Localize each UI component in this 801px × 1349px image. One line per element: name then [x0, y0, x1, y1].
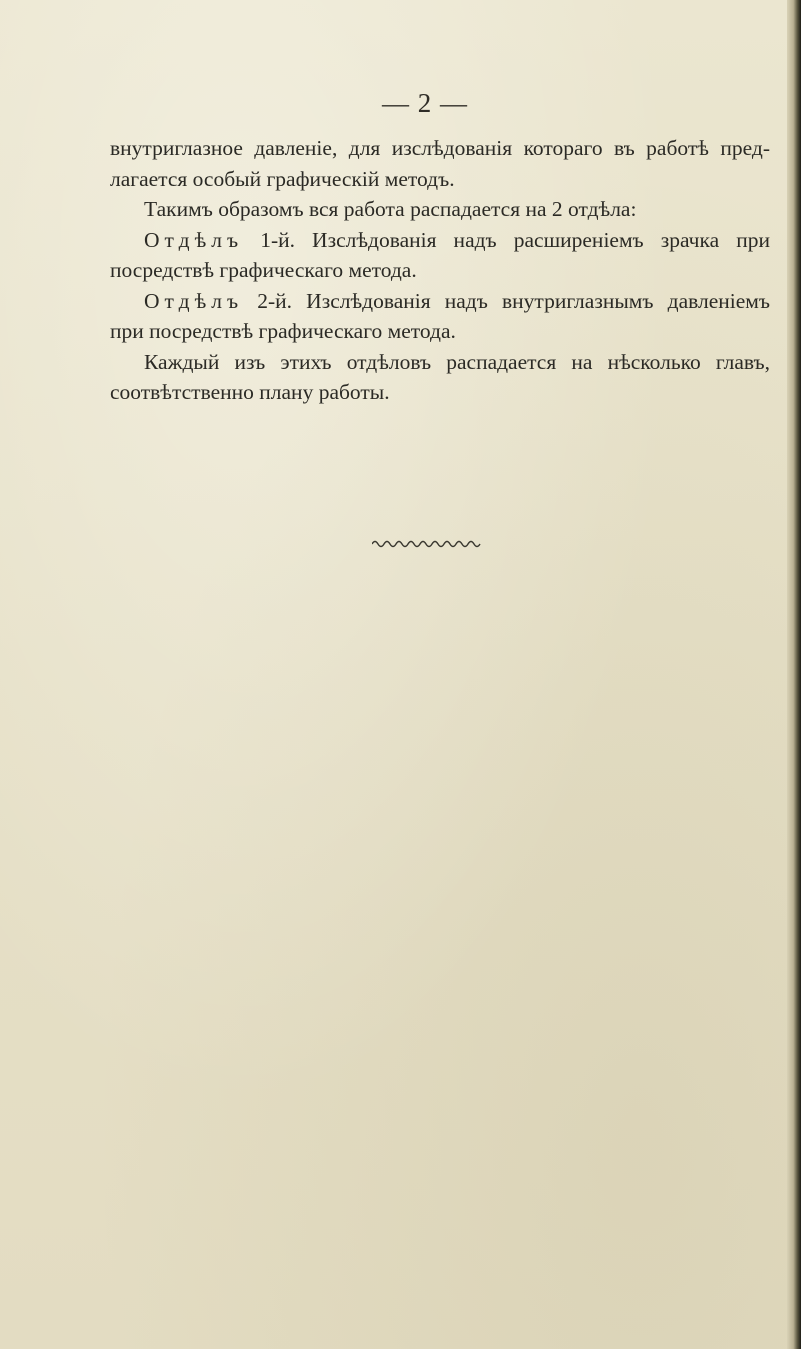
section-2-heading: Отдѣлъ: [144, 288, 244, 313]
body-text: [110, 133, 770, 408]
wavy-line-ornament-icon: [372, 537, 482, 549]
paragraph-2-line-1: Такимъ образомъ вся работа распадается на 2 отдѣла:: [144, 197, 637, 221]
paragraph-3-line-1: [110, 225, 770, 256]
paragraph-3-line-2: посредствѣ графическаго метода.: [110, 258, 417, 282]
paragraph-1-line-1: внутриглазное давленіе, для изслѣдованія котораго въ работѣ пред-: [110, 136, 770, 160]
section-2-title: 2-й. Изслѣдованія надъ внутриглазнымъ давленіемъ: [257, 288, 770, 313]
paragraph-4-line-1: [110, 286, 770, 317]
paragraph-1-line-2: лагается особый графическій методъ.: [110, 166, 455, 191]
section-1-title: 1-й. Изслѣдованія надъ расширеніемъ зрачка при: [260, 227, 770, 252]
book-binding-edge: [787, 0, 801, 1349]
paragraph-5-line-2: соотвѣтственно плану работы.: [110, 380, 390, 404]
paragraph-5-line-1: Каждый изъ этихъ отдѣловъ распадается на нѣсколько главъ,: [144, 349, 770, 374]
page-number: — 2 —: [382, 88, 468, 118]
section-1-heading: Отдѣлъ: [144, 227, 244, 252]
paragraph-4-line-2: при посредствѣ графическаго метода.: [110, 319, 456, 343]
